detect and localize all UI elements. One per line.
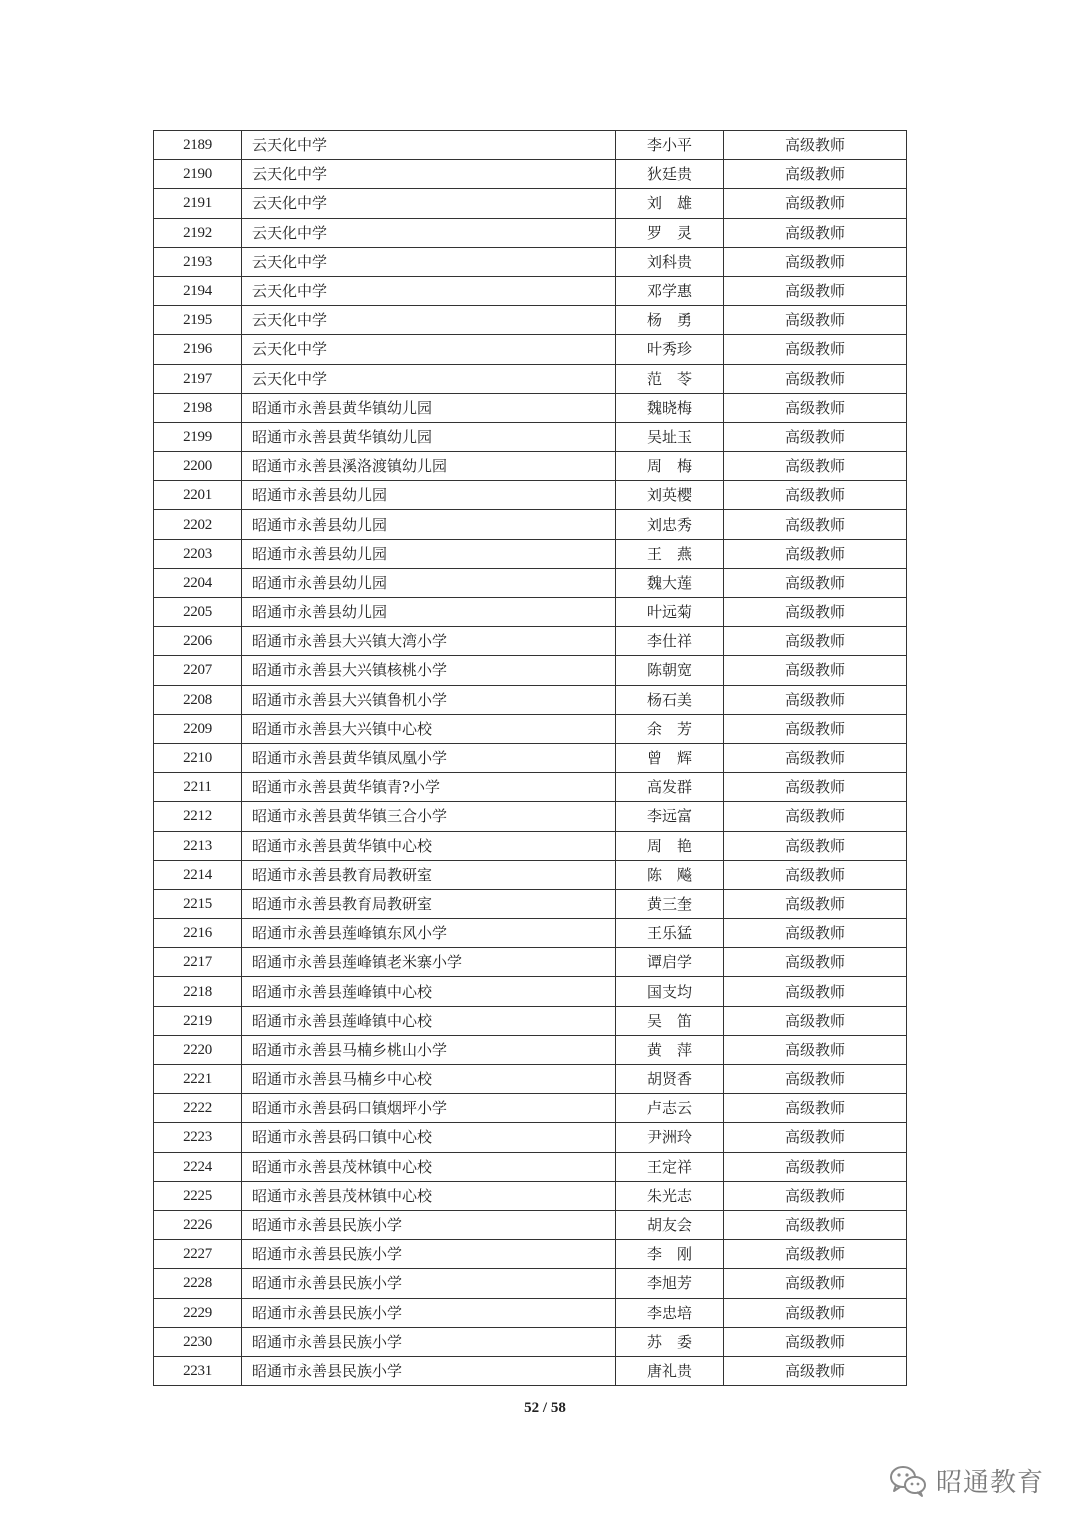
teacher-name: 曾 辉 — [616, 743, 724, 772]
teacher-name: 李忠培 — [616, 1298, 724, 1327]
table-row — [154, 568, 907, 597]
row-number: 2225 — [154, 1181, 242, 1210]
row-number: 2218 — [154, 977, 242, 1006]
teacher-title: 高级教师 — [724, 656, 907, 685]
table-row — [154, 627, 907, 656]
teacher-title: 高级教师 — [724, 218, 907, 247]
table-row — [154, 452, 907, 481]
teacher-name: 国支均 — [616, 977, 724, 1006]
school-name: 昭通市永善县黄华镇青?小学 — [242, 773, 616, 802]
school-name: 昭通市永善县幼儿园 — [242, 539, 616, 568]
school-name: 昭通市永善县茂林镇中心校 — [242, 1181, 616, 1210]
table-row — [154, 860, 907, 889]
row-number: 2199 — [154, 422, 242, 451]
row-number: 2217 — [154, 948, 242, 977]
teacher-name: 陈 飚 — [616, 860, 724, 889]
watermark — [888, 1462, 1044, 1499]
row-number: 2215 — [154, 889, 242, 918]
teacher-name: 胡友会 — [616, 1210, 724, 1239]
table-row — [154, 422, 907, 451]
row-number: 2202 — [154, 510, 242, 539]
teacher-title: 高级教师 — [724, 1327, 907, 1356]
teacher-name: 黄三奎 — [616, 889, 724, 918]
table-row — [154, 773, 907, 802]
school-name: 昭通市永善县民族小学 — [242, 1298, 616, 1327]
page-number: 52 / 58 — [524, 1400, 566, 1416]
row-number: 2213 — [154, 831, 242, 860]
row-number: 2220 — [154, 1035, 242, 1064]
table-row — [154, 1298, 907, 1327]
teacher-title: 高级教师 — [724, 422, 907, 451]
table-row — [154, 1006, 907, 1035]
teacher-name: 罗 灵 — [616, 218, 724, 247]
table-row — [154, 1094, 907, 1123]
teacher-roster-table — [153, 130, 907, 1386]
row-number: 2189 — [154, 131, 242, 160]
row-number: 2216 — [154, 919, 242, 948]
table-row — [154, 306, 907, 335]
row-number: 2222 — [154, 1094, 242, 1123]
teacher-name: 苏 委 — [616, 1327, 724, 1356]
school-name: 云天化中学 — [242, 276, 616, 305]
row-number: 2226 — [154, 1210, 242, 1239]
table-row — [154, 1035, 907, 1064]
teacher-title: 高级教师 — [724, 1298, 907, 1327]
table-row — [154, 802, 907, 831]
teacher-title: 高级教师 — [724, 919, 907, 948]
teacher-title: 高级教师 — [724, 131, 907, 160]
teacher-name: 卢志云 — [616, 1094, 724, 1123]
teacher-name: 范 苓 — [616, 364, 724, 393]
school-name: 昭通市永善县大兴镇中心校 — [242, 714, 616, 743]
table-row — [154, 1356, 907, 1385]
teacher-title: 高级教师 — [724, 831, 907, 860]
school-name: 昭通市永善县民族小学 — [242, 1210, 616, 1239]
table-row — [154, 276, 907, 305]
table-row — [154, 1123, 907, 1152]
teacher-name: 谭启学 — [616, 948, 724, 977]
teacher-title: 高级教师 — [724, 627, 907, 656]
table-row — [154, 160, 907, 189]
school-name: 昭通市永善县莲峰镇中心校 — [242, 977, 616, 1006]
table-row — [154, 1327, 907, 1356]
teacher-title: 高级教师 — [724, 889, 907, 918]
school-name: 昭通市永善县黄华镇幼儿园 — [242, 393, 616, 422]
row-number: 2208 — [154, 685, 242, 714]
row-number: 2207 — [154, 656, 242, 685]
row-number: 2195 — [154, 306, 242, 335]
row-number: 2230 — [154, 1327, 242, 1356]
row-number: 2219 — [154, 1006, 242, 1035]
row-number: 2197 — [154, 364, 242, 393]
teacher-name: 魏大莲 — [616, 568, 724, 597]
teacher-name: 吴 笛 — [616, 1006, 724, 1035]
row-number: 2214 — [154, 860, 242, 889]
teacher-name: 陈朝宽 — [616, 656, 724, 685]
teacher-title: 高级教师 — [724, 1152, 907, 1181]
table-row — [154, 919, 907, 948]
table-row — [154, 656, 907, 685]
row-number: 2206 — [154, 627, 242, 656]
school-name: 昭通市永善县幼儿园 — [242, 481, 616, 510]
teacher-name: 周 梅 — [616, 452, 724, 481]
school-name: 昭通市永善县马楠乡桃山小学 — [242, 1035, 616, 1064]
teacher-title: 高级教师 — [724, 1123, 907, 1152]
teacher-title: 高级教师 — [724, 977, 907, 1006]
teacher-name: 尹洲玲 — [616, 1123, 724, 1152]
teacher-name: 余 芳 — [616, 714, 724, 743]
table-row — [154, 1065, 907, 1094]
wechat-icon — [888, 1464, 928, 1498]
table-row — [154, 1240, 907, 1269]
table-row — [154, 1152, 907, 1181]
school-name: 云天化中学 — [242, 160, 616, 189]
teacher-name: 叶秀珍 — [616, 335, 724, 364]
teacher-name: 高发群 — [616, 773, 724, 802]
school-name: 昭通市永善县黄华镇三合小学 — [242, 802, 616, 831]
teacher-title: 高级教师 — [724, 1210, 907, 1239]
teacher-title: 高级教师 — [724, 685, 907, 714]
table-row — [154, 131, 907, 160]
school-name: 昭通市永善县莲峰镇老米寨小学 — [242, 948, 616, 977]
table-row — [154, 1181, 907, 1210]
teacher-title: 高级教师 — [724, 568, 907, 597]
table-row — [154, 189, 907, 218]
table-row — [154, 598, 907, 627]
row-number: 2198 — [154, 393, 242, 422]
school-name: 昭通市永善县教育局教研室 — [242, 889, 616, 918]
teacher-name: 黄 萍 — [616, 1035, 724, 1064]
row-number: 2196 — [154, 335, 242, 364]
teacher-name: 杨 勇 — [616, 306, 724, 335]
teacher-name: 邓学惠 — [616, 276, 724, 305]
teacher-title: 高级教师 — [724, 481, 907, 510]
school-name: 云天化中学 — [242, 131, 616, 160]
school-name: 昭通市永善县幼儿园 — [242, 510, 616, 539]
teacher-title: 高级教师 — [724, 714, 907, 743]
school-name: 昭通市永善县民族小学 — [242, 1356, 616, 1385]
school-name: 云天化中学 — [242, 306, 616, 335]
table-row — [154, 743, 907, 772]
teacher-name: 朱光志 — [616, 1181, 724, 1210]
row-number: 2224 — [154, 1152, 242, 1181]
school-name: 昭通市永善县黄华镇凤凰小学 — [242, 743, 616, 772]
school-name: 昭通市永善县黄华镇幼儿园 — [242, 422, 616, 451]
table-row — [154, 539, 907, 568]
teacher-title: 高级教师 — [724, 160, 907, 189]
teacher-name: 李仕祥 — [616, 627, 724, 656]
school-name: 云天化中学 — [242, 218, 616, 247]
teacher-title: 高级教师 — [724, 1006, 907, 1035]
teacher-name: 叶远菊 — [616, 598, 724, 627]
teacher-title: 高级教师 — [724, 773, 907, 802]
table-row — [154, 247, 907, 276]
table-row — [154, 218, 907, 247]
row-number: 2223 — [154, 1123, 242, 1152]
table-row — [154, 481, 907, 510]
table-row — [154, 335, 907, 364]
row-number: 2210 — [154, 743, 242, 772]
table-row — [154, 510, 907, 539]
teacher-title: 高级教师 — [724, 1240, 907, 1269]
row-number: 2194 — [154, 276, 242, 305]
school-name: 昭通市永善县黄华镇中心校 — [242, 831, 616, 860]
teacher-title: 高级教师 — [724, 1065, 907, 1094]
row-number: 2211 — [154, 773, 242, 802]
row-number: 2227 — [154, 1240, 242, 1269]
teacher-title: 高级教师 — [724, 335, 907, 364]
table-row — [154, 685, 907, 714]
teacher-name: 吴址玉 — [616, 422, 724, 451]
teacher-name: 王 燕 — [616, 539, 724, 568]
teacher-title: 高级教师 — [724, 276, 907, 305]
school-name: 昭通市永善县幼儿园 — [242, 568, 616, 597]
row-number: 2204 — [154, 568, 242, 597]
teacher-title: 高级教师 — [724, 743, 907, 772]
table-row — [154, 889, 907, 918]
table-row — [154, 393, 907, 422]
table-row — [154, 948, 907, 977]
school-name: 云天化中学 — [242, 335, 616, 364]
row-number: 2191 — [154, 189, 242, 218]
teacher-title: 高级教师 — [724, 598, 907, 627]
row-number: 2205 — [154, 598, 242, 627]
school-name: 云天化中学 — [242, 364, 616, 393]
school-name: 云天化中学 — [242, 247, 616, 276]
school-name: 昭通市永善县民族小学 — [242, 1240, 616, 1269]
row-number: 2229 — [154, 1298, 242, 1327]
school-name: 昭通市永善县民族小学 — [242, 1269, 616, 1298]
table-row — [154, 364, 907, 393]
teacher-name: 杨石美 — [616, 685, 724, 714]
teacher-title: 高级教师 — [724, 1094, 907, 1123]
teacher-title: 高级教师 — [724, 1035, 907, 1064]
row-number: 2231 — [154, 1356, 242, 1385]
table-row — [154, 714, 907, 743]
row-number: 2201 — [154, 481, 242, 510]
teacher-title: 高级教师 — [724, 364, 907, 393]
watermark-text: 昭通教育 — [935, 1468, 1044, 1498]
teacher-name: 王乐猛 — [616, 919, 724, 948]
teacher-name: 狄廷贵 — [616, 160, 724, 189]
teacher-name: 魏晓梅 — [616, 393, 724, 422]
row-number: 2221 — [154, 1065, 242, 1094]
school-name: 昭通市永善县马楠乡中心校 — [242, 1065, 616, 1094]
table-row — [154, 977, 907, 1006]
teacher-name: 李旭芳 — [616, 1269, 724, 1298]
teacher-title: 高级教师 — [724, 306, 907, 335]
school-name: 昭通市永善县幼儿园 — [242, 598, 616, 627]
row-number: 2203 — [154, 539, 242, 568]
table-row — [154, 1210, 907, 1239]
roster-body — [154, 131, 907, 1386]
row-number: 2209 — [154, 714, 242, 743]
teacher-title: 高级教师 — [724, 247, 907, 276]
school-name: 昭通市永善县大兴镇大湾小学 — [242, 627, 616, 656]
school-name: 昭通市永善县茂林镇中心校 — [242, 1152, 616, 1181]
teacher-name: 唐礼贵 — [616, 1356, 724, 1385]
teacher-title: 高级教师 — [724, 1181, 907, 1210]
table-row — [154, 1269, 907, 1298]
table-row — [154, 831, 907, 860]
teacher-name: 周 艳 — [616, 831, 724, 860]
row-number: 2190 — [154, 160, 242, 189]
teacher-name: 刘 雄 — [616, 189, 724, 218]
teacher-title: 高级教师 — [724, 452, 907, 481]
school-name: 昭通市永善县大兴镇鲁机小学 — [242, 685, 616, 714]
school-name: 昭通市永善县莲峰镇中心校 — [242, 1006, 616, 1035]
school-name: 昭通市永善县民族小学 — [242, 1327, 616, 1356]
teacher-title: 高级教师 — [724, 189, 907, 218]
school-name: 昭通市永善县教育局教研室 — [242, 860, 616, 889]
teacher-name: 刘科贵 — [616, 247, 724, 276]
school-name: 昭通市永善县大兴镇核桃小学 — [242, 656, 616, 685]
row-number: 2193 — [154, 247, 242, 276]
teacher-title: 高级教师 — [724, 802, 907, 831]
teacher-title: 高级教师 — [724, 1269, 907, 1298]
row-number: 2200 — [154, 452, 242, 481]
row-number: 2228 — [154, 1269, 242, 1298]
school-name: 云天化中学 — [242, 189, 616, 218]
teacher-name: 刘忠秀 — [616, 510, 724, 539]
teacher-name: 李远富 — [616, 802, 724, 831]
teacher-title: 高级教师 — [724, 510, 907, 539]
teacher-name: 胡贤香 — [616, 1065, 724, 1094]
school-name: 昭通市永善县码口镇中心校 — [242, 1123, 616, 1152]
school-name: 昭通市永善县溪洛渡镇幼儿园 — [242, 452, 616, 481]
teacher-name: 李小平 — [616, 131, 724, 160]
school-name: 昭通市永善县码口镇烟坪小学 — [242, 1094, 616, 1123]
teacher-title: 高级教师 — [724, 948, 907, 977]
teacher-title: 高级教师 — [724, 860, 907, 889]
row-number: 2212 — [154, 802, 242, 831]
teacher-title: 高级教师 — [724, 393, 907, 422]
teacher-name: 刘英樱 — [616, 481, 724, 510]
teacher-title: 高级教师 — [724, 539, 907, 568]
teacher-title: 高级教师 — [724, 1356, 907, 1385]
teacher-name: 王定祥 — [616, 1152, 724, 1181]
school-name: 昭通市永善县莲峰镇东风小学 — [242, 919, 616, 948]
row-number: 2192 — [154, 218, 242, 247]
teacher-name: 李 刚 — [616, 1240, 724, 1269]
